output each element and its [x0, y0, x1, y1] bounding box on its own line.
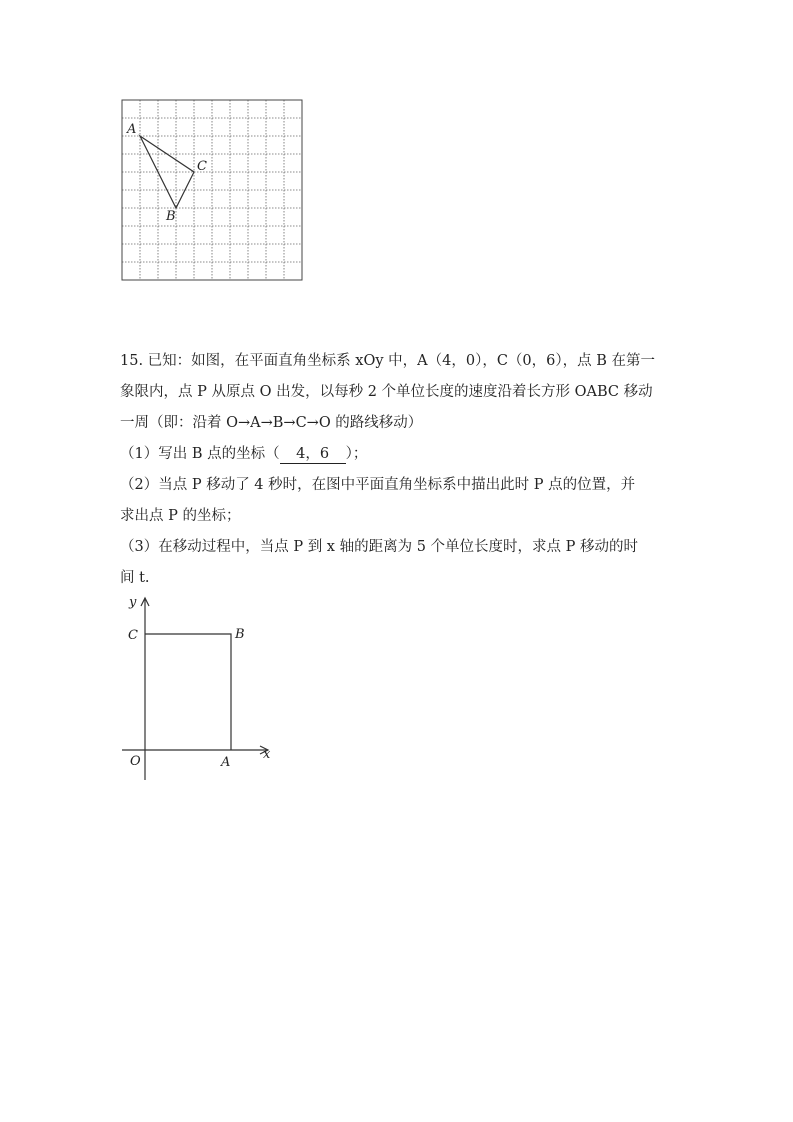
label-c: C: [197, 159, 207, 174]
label-a: A: [127, 122, 137, 137]
label-o: O: [130, 754, 141, 769]
question-1-prefix: （1）写出 B 点的坐标（: [120, 446, 280, 462]
question-1-suffix: ）；: [345, 446, 368, 462]
question-2-line-2: 求出点 P 的坐标；: [120, 508, 241, 524]
problem-statement-line-1: 15. 已知：如图，在平面直角坐标系 xOy 中，A（4，0），C（0，6），点 B 在第一: [120, 353, 655, 369]
label-b: B: [166, 209, 176, 224]
question-3-line-2: 间 t.: [120, 570, 150, 586]
problem-15: [120, 346, 680, 594]
problem-statement-line-3: 一周（即：沿着 O→A→B→C→O 的路线移动）: [120, 415, 423, 431]
label-a: A: [221, 755, 231, 770]
label-b: B: [235, 627, 245, 642]
label-c: C: [128, 628, 138, 643]
grid-triangle-figure: [120, 98, 304, 282]
rectangle-oabc: [145, 634, 231, 750]
label-y: y: [129, 595, 137, 610]
grid-lines: [122, 100, 302, 280]
coordinate-rectangle-figure: [120, 592, 280, 788]
question-1-answer: 4，6: [280, 445, 346, 464]
question-2-line-1: （2）当点 P 移动了 4 秒时，在图中平面直角坐标系中描出此时 P 点的位置，并: [120, 477, 636, 493]
question-3-line-1: （3）在移动过程中，当点 P 到 x 轴的距离为 5 个单位长度时，求点 P 移动的时: [120, 539, 639, 555]
label-x: x: [263, 747, 271, 762]
question-1: [120, 439, 680, 470]
problem-statement-line-2: 象限内，点 P 从原点 O 出发，以每秒 2 个单位长度的速度沿着长方形 OABC 移动: [120, 384, 653, 400]
